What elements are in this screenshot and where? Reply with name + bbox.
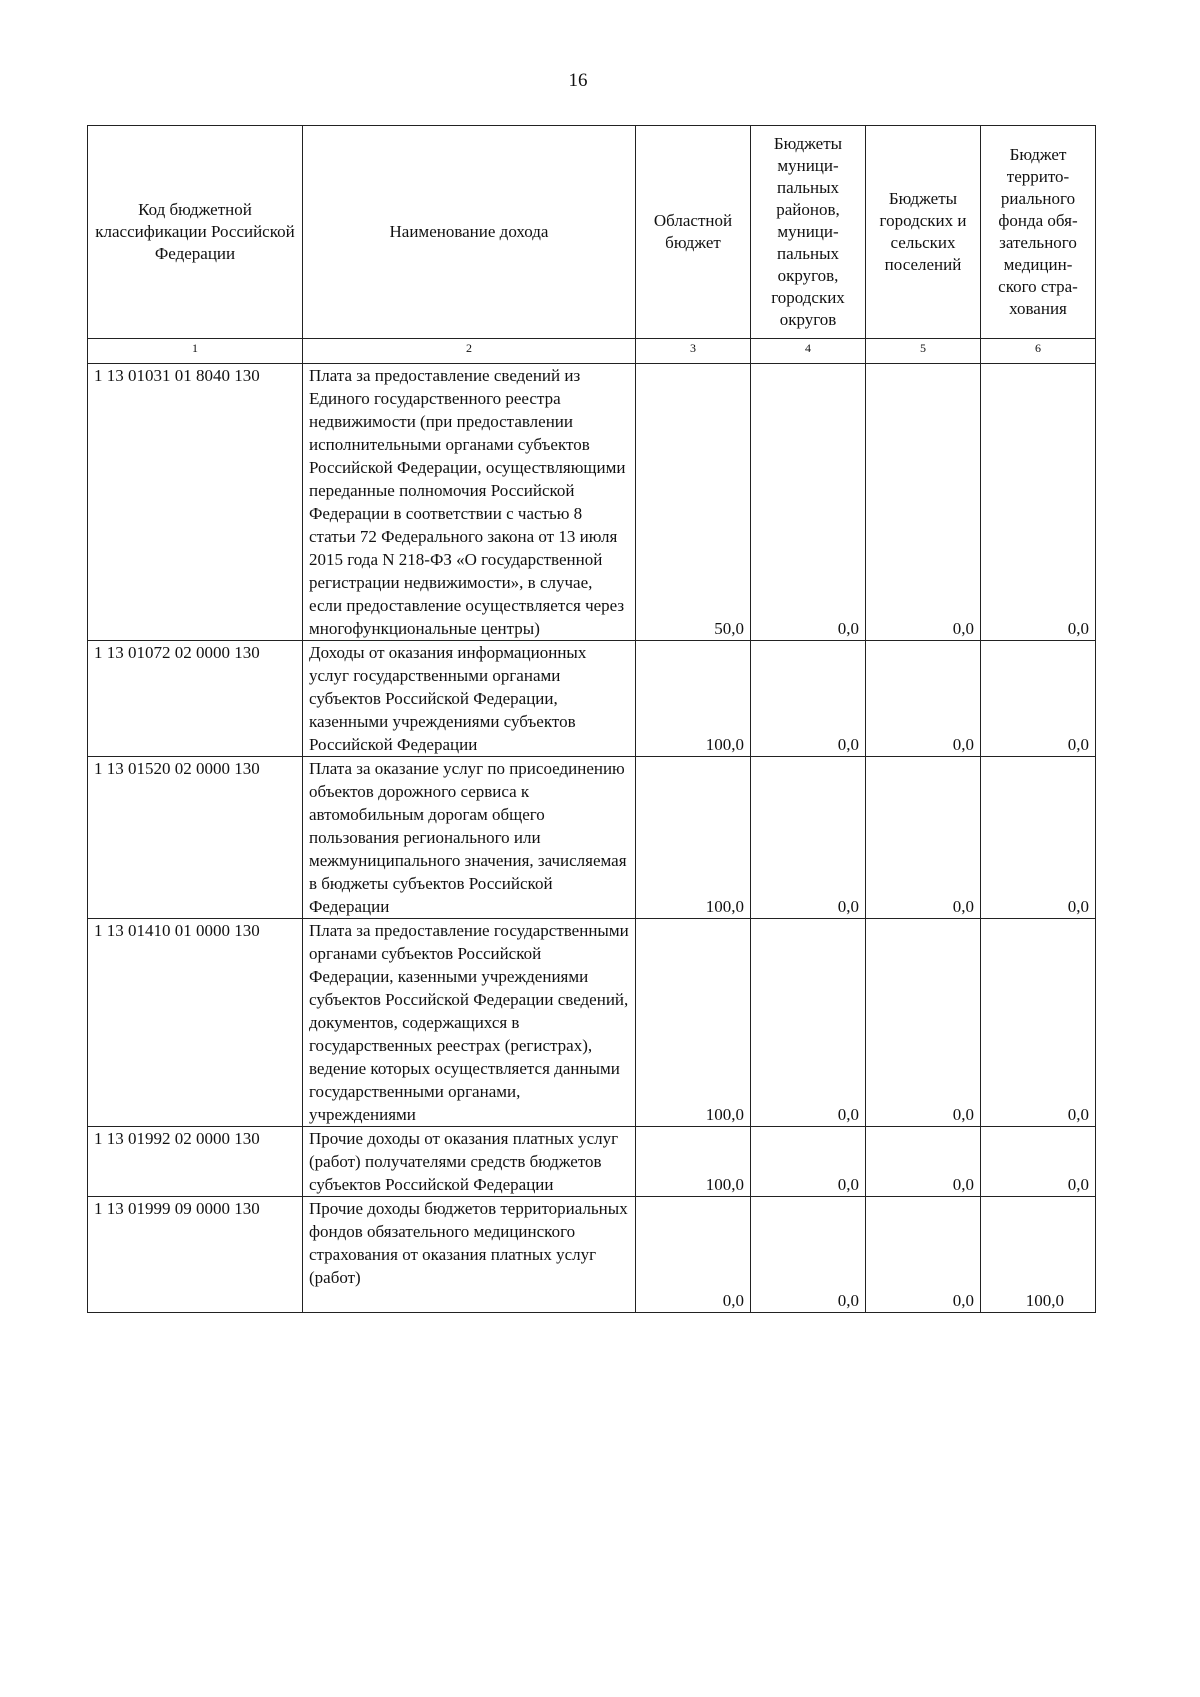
settlement-budgets-value: 0,0 xyxy=(866,364,981,641)
column-number: 5 xyxy=(866,339,981,364)
regional-budget-value: 0,0 xyxy=(636,1197,751,1313)
header-code: Код бюджетной классификации Российской Федерации xyxy=(88,126,303,339)
column-number: 2 xyxy=(303,339,636,364)
regional-budget-value: 100,0 xyxy=(636,757,751,919)
revenue-name: Доходы от оказания информационных услуг государственными органами субъектов Российской Федерации, казенными учреждениями субъектов Российской Федерации xyxy=(303,641,636,757)
budget-code: 1 13 01031 01 8040 130 xyxy=(88,364,303,641)
regional-budget-value: 50,0 xyxy=(636,364,751,641)
municipal-budgets-value: 0,0 xyxy=(751,757,866,919)
revenue-name: Плата за оказание услуг по присоединению объектов дорожного сервиса к автомобильным дорогам общего пользования регионального или межмуниципального значения, зачисляемая в бюджеты субъектов Российской Федерации xyxy=(303,757,636,919)
municipal-budgets-value: 0,0 xyxy=(751,1197,866,1313)
column-number: 4 xyxy=(751,339,866,364)
header-name: Наименование дохода xyxy=(303,126,636,339)
column-number: 3 xyxy=(636,339,751,364)
revenue-name: Плата за предоставление государственными органами субъектов Российской Федерации, казенными учреждениями субъектов Российской Федерации сведений, документов, содержащихся в государственных реестрах (регистрах), ведение которых осуществляется данными государственными органами, учреждениями xyxy=(303,919,636,1127)
regional-budget-value: 100,0 xyxy=(636,919,751,1127)
settlement-budgets-value: 0,0 xyxy=(866,1127,981,1197)
settlement-budgets-value: 0,0 xyxy=(866,919,981,1127)
medical-fund-value: 0,0 xyxy=(981,919,1096,1127)
budget-code: 1 13 01992 02 0000 130 xyxy=(88,1127,303,1197)
table-row xyxy=(88,364,1096,641)
budget-code: 1 13 01999 09 0000 130 xyxy=(88,1197,303,1313)
medical-fund-value: 0,0 xyxy=(981,757,1096,919)
settlement-budgets-value: 0,0 xyxy=(866,1197,981,1313)
municipal-budgets-value: 0,0 xyxy=(751,364,866,641)
header-municipal-budgets: Бюджеты муници-пальных районов, муници-пальных округов, городских округов xyxy=(751,126,866,339)
table-row xyxy=(88,1127,1096,1197)
settlement-budgets-value: 0,0 xyxy=(866,757,981,919)
page-number: 16 xyxy=(568,70,588,91)
header-regional-budget: Областной бюджет xyxy=(636,126,751,339)
table-row xyxy=(88,641,1096,757)
regional-budget-value: 100,0 xyxy=(636,641,751,757)
municipal-budgets-value: 0,0 xyxy=(751,1127,866,1197)
column-number-row xyxy=(88,339,1096,364)
budget-code: 1 13 01410 01 0000 130 xyxy=(88,919,303,1127)
budget-code: 1 13 01520 02 0000 130 xyxy=(88,757,303,919)
column-number: 6 xyxy=(981,339,1096,364)
municipal-budgets-value: 0,0 xyxy=(751,919,866,1127)
medical-fund-value: 0,0 xyxy=(981,364,1096,641)
medical-fund-value: 0,0 xyxy=(981,641,1096,757)
header-row xyxy=(88,126,1096,339)
revenue-name: Прочие доходы бюджетов территориальных фондов обязательного медицинского страхования от оказания платных услуг (работ) xyxy=(303,1197,636,1313)
municipal-budgets-value: 0,0 xyxy=(751,641,866,757)
medical-fund-value: 0,0 xyxy=(981,1127,1096,1197)
column-number: 1 xyxy=(88,339,303,364)
table-row xyxy=(88,1197,1096,1313)
medical-fund-value: 100,0 xyxy=(981,1197,1096,1313)
header-medical-insurance-fund: Бюджет террито-риального фонда обя-зательного медицин-ского стра-хования xyxy=(981,126,1096,339)
table-row xyxy=(88,919,1096,1127)
table-row xyxy=(88,757,1096,919)
revenue-name: Плата за предоставление сведений из Единого государственного реестра недвижимости (при предоставлении исполнительными органами субъектов Российской Федерации, осуществляющими переданные полномочия Российской Федерации в соответствии с частью 8 статьи 72 Федерального закона от 13 июля 2015 года N 218-ФЗ «О государственной регистрации недвижимости», в случае, если предоставление осуществляется через многофункциональные центры) xyxy=(303,364,636,641)
budget-code: 1 13 01072 02 0000 130 xyxy=(88,641,303,757)
revenue-table xyxy=(87,125,1096,1313)
header-settlement-budgets: Бюджеты городских и сельских поселений xyxy=(866,126,981,339)
settlement-budgets-value: 0,0 xyxy=(866,641,981,757)
revenue-name: Прочие доходы от оказания платных услуг (работ) получателями средств бюджетов субъектов Российской Федерации xyxy=(303,1127,636,1197)
regional-budget-value: 100,0 xyxy=(636,1127,751,1197)
